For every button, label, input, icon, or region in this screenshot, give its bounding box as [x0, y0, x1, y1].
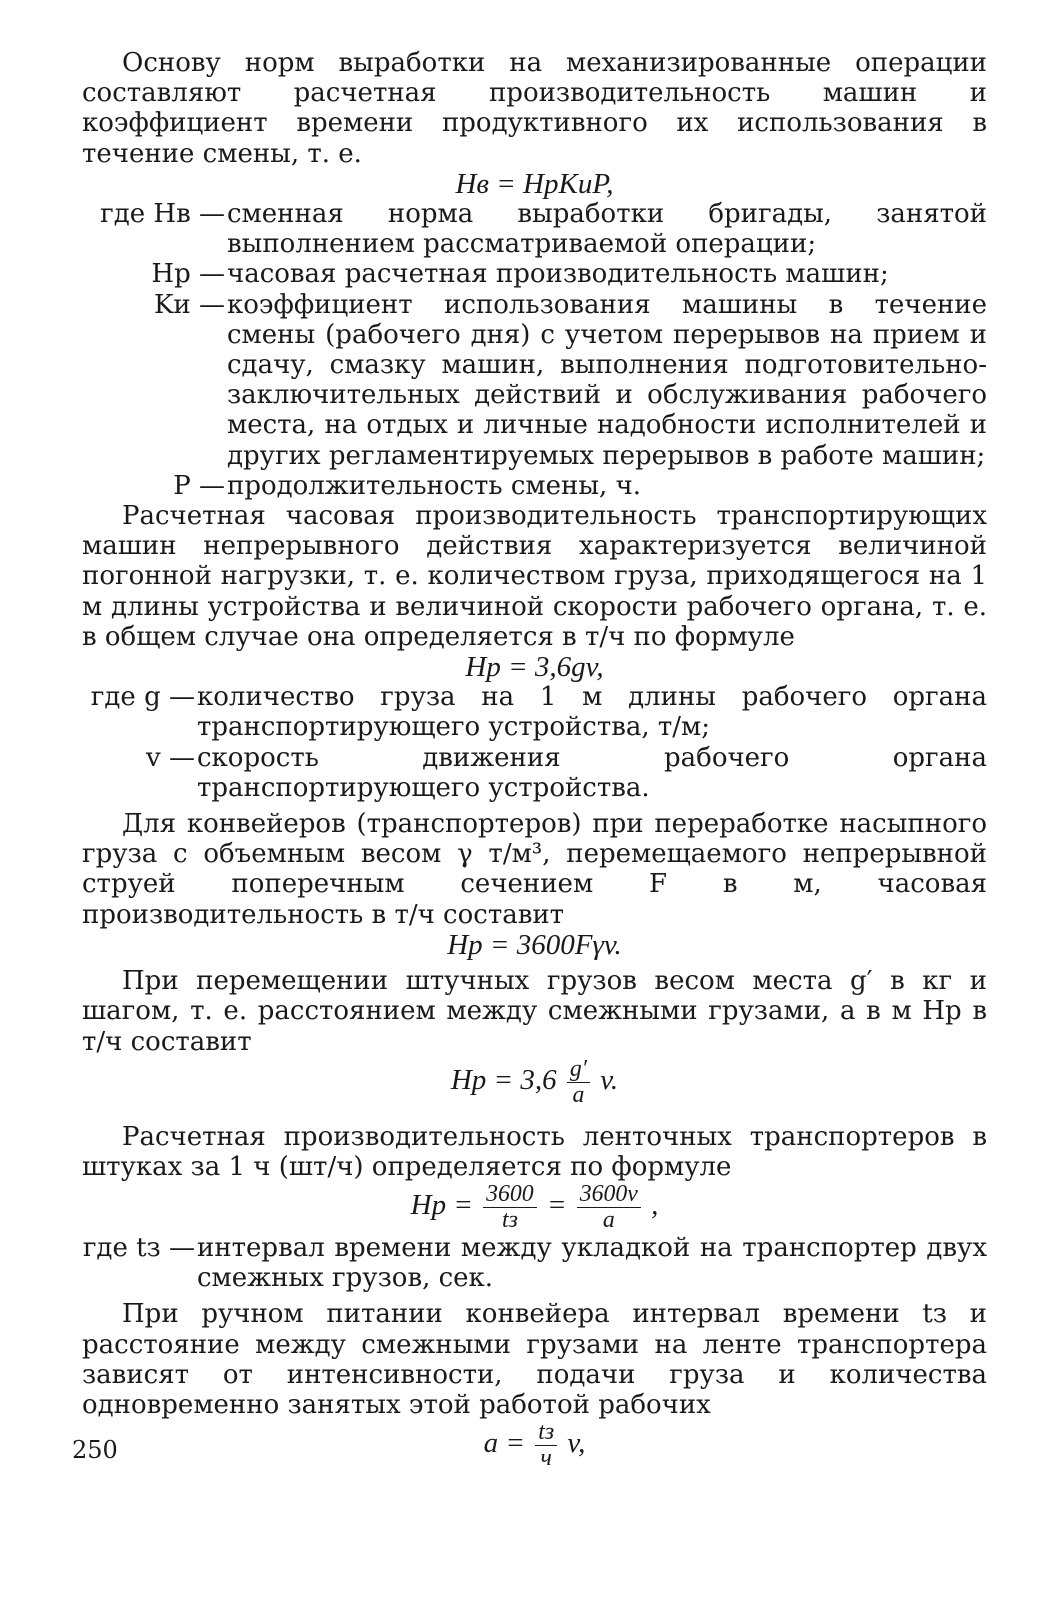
definition-desc: количество груза на 1 м длины рабочего органа транспортирующего устройства, т/м;: [197, 682, 987, 743]
definition-term: v —: [146, 742, 195, 773]
fraction-denominator: tз: [501, 1207, 518, 1234]
fraction: [567, 1057, 590, 1108]
formula-right: v.: [600, 1063, 619, 1096]
fraction-denominator: a: [572, 1081, 585, 1108]
formula-spacing: [82, 1420, 987, 1471]
fraction-numerator: 3600v: [577, 1182, 641, 1208]
formula-piece-output: [82, 1057, 987, 1108]
paragraph-continuous-machines: Расчетная часовая производительность транспортирующих машин непрерывного действия характеризуется величиной погонной нагрузки, т. е. количеством груза, приходящегося на 1 м длины устройства и величиной скорости рабочего органа, т. е. в общем случае она определяется в т/ч по формуле: [82, 501, 987, 652]
formula-hourly-output: Hр = 3,6gv,: [465, 651, 604, 684]
fraction: [577, 1182, 641, 1233]
formula-right: ,: [651, 1189, 659, 1222]
fraction-denominator: a: [602, 1207, 615, 1234]
paragraph-piece-goods: При перемещении штучных грузов весом места g′ в кг и шагом, т. е. расстоянием между смежными грузами, a в м Hр в т/ч составит: [82, 966, 987, 1057]
formula-shift-norm: Hв = HрKиP,: [455, 167, 614, 200]
definition-term: где tз —: [82, 1232, 195, 1263]
paragraph-manual-feeding: При ручном питании конвейера интервал времени tз и расстояние между смежными грузами на ленте транспортера зависят от интенсивности, подачи груза и количества одновременно занятых этой работой рабочих: [82, 1299, 987, 1420]
paragraph-norms-basis: Основу норм выработки на механизированные операции составляют расчетная производительность машин и коэффициент времени продуктивного их использования в течение смены, т. е.: [82, 48, 987, 169]
formula-left: a =: [483, 1427, 525, 1460]
definitions-load: [82, 682, 987, 803]
formula-left: Hр = 3,6: [450, 1063, 557, 1096]
fraction-numerator: g′: [567, 1057, 590, 1083]
fraction: [483, 1182, 537, 1233]
definition-term: где g —: [90, 682, 195, 713]
definition-term: где Hв —: [100, 199, 225, 230]
page-number: 250: [72, 1436, 118, 1464]
definition-desc: коэффициент использования машины в течение смены (рабочего дня) с учетом перерывов на прием и сдачу, смазку машин, выполнения подготовительно-заключительных действий и обслуживания рабочего места, на отдых и личные надобности исполнителей и других регламентируемых перерывов в работе машин;: [227, 289, 987, 471]
definition-desc: сменная норма выработки бригады, занятой выполнением рассматриваемой операции;: [227, 199, 987, 260]
paragraph-bulk-conveyors: Для конвейеров (транспортеров) при переработке насыпного груза с объемным весом γ т/м³, перемещаемого непрерывной струей поперечным сечением F в м, часовая производительность в т/ч составит: [82, 809, 987, 930]
fraction-denominator: ч: [540, 1445, 552, 1472]
definition-desc: продолжительность смены, ч.: [227, 470, 642, 501]
definitions-shift-norm: [82, 199, 987, 501]
definition-term: P —: [173, 470, 225, 501]
fraction: [535, 1420, 557, 1471]
definition-desc: интервал времени между укладкой на транспортер двух смежных грузов, сек.: [197, 1232, 987, 1294]
definition-desc: часовая расчетная производительность машин;: [227, 259, 889, 290]
page-text: [82, 48, 987, 1471]
paragraph-belt-conveyors: Расчетная производительность ленточных транспортеров в штуках за 1 ч (шт/ч) определяется по формуле: [82, 1121, 987, 1182]
fraction-numerator: 3600: [483, 1182, 537, 1208]
definition-term: Hр —: [151, 259, 225, 290]
formula-bulk-output: Hр = 3600Fγv.: [447, 928, 622, 961]
equals-sign: =: [546, 1189, 567, 1222]
definitions-interval: [82, 1233, 987, 1293]
formula-right: v,: [567, 1427, 586, 1460]
formula-left: Hр =: [410, 1189, 473, 1222]
fraction-numerator: tз: [535, 1420, 557, 1446]
definition-desc: скорость движения рабочего органа транспортирующего устройства.: [197, 742, 987, 803]
formula-pieces-per-hour: [82, 1182, 987, 1233]
definition-term: Kи —: [153, 289, 225, 320]
